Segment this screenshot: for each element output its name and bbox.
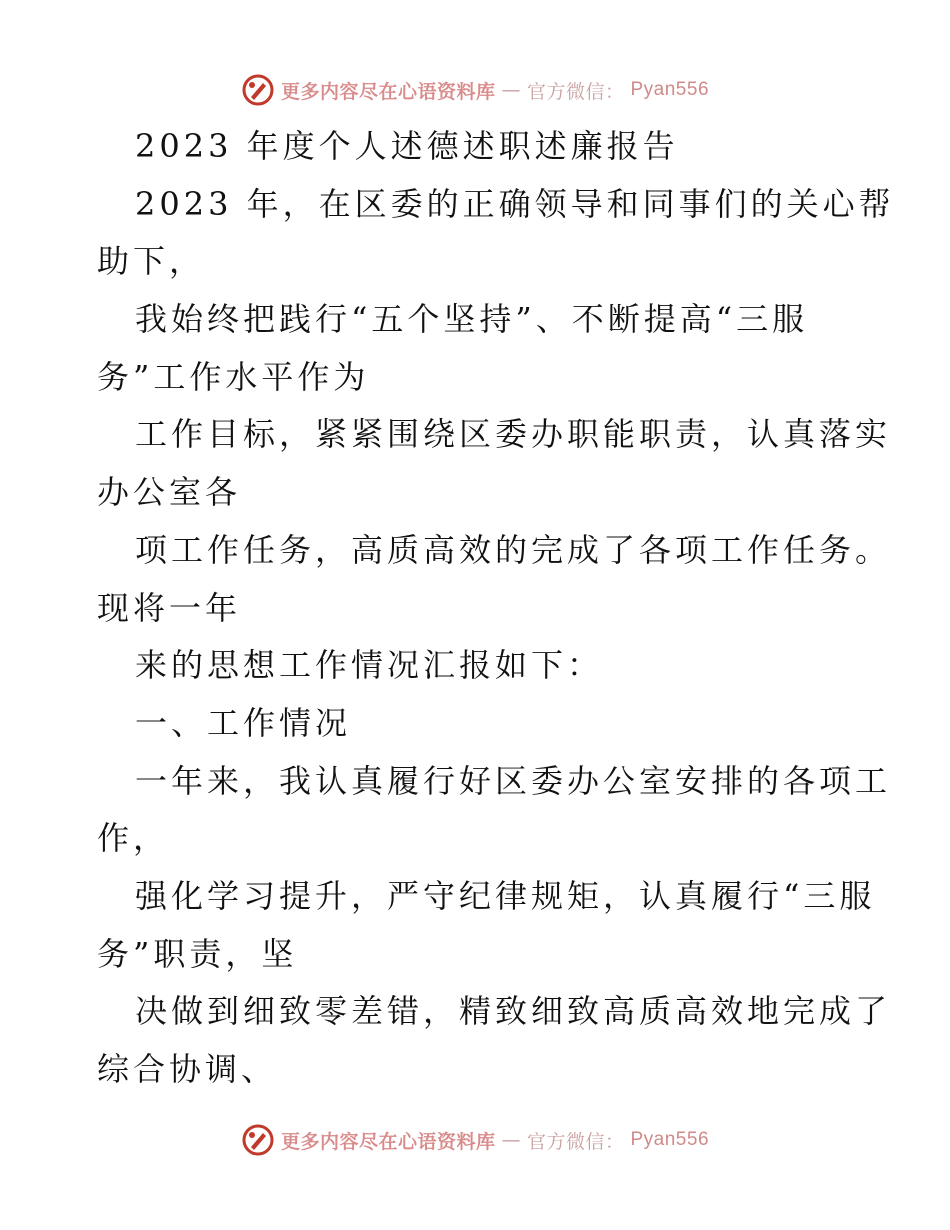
watermark-brand: 更多内容尽在心语资料库 bbox=[280, 80, 496, 103]
document-body bbox=[97, 118, 895, 1099]
paragraph-line: 项工作任务，高质高效的完成了各项工作任务。 bbox=[135, 530, 892, 569]
pen-seal-icon bbox=[241, 1123, 275, 1157]
header-watermark bbox=[0, 70, 950, 110]
watermark-separator: — bbox=[501, 1129, 521, 1151]
paragraph-line: 一年来，我认真履行好区委办公室安排的各项工 bbox=[135, 761, 892, 800]
paragraph-line: 务”职责，坚 bbox=[97, 934, 298, 973]
paragraph-line: 一、工作情况 bbox=[135, 703, 352, 742]
paragraph-line: 2023 年，在区委的正确领导和同事们的关心帮 bbox=[135, 184, 895, 223]
paragraph-line: 强化学习提升，严守纪律规矩，认真履行“三服 bbox=[135, 876, 876, 915]
paragraph-line: 决做到细致零差错，精致细致高质高效地完成了 bbox=[135, 992, 892, 1031]
watermark-separator: — bbox=[501, 79, 521, 101]
paragraph-line: 我始终把践行“五个坚持”、不断提高“三服 bbox=[135, 300, 809, 339]
paragraph-line: 工作目标，紧紧围绕区委办职能职责，认真落实 bbox=[135, 415, 892, 454]
watermark-official: 官方微信： bbox=[526, 1130, 625, 1153]
watermark-account: Pyan556 bbox=[630, 1129, 710, 1150]
watermark-account: Pyan556 bbox=[630, 79, 710, 100]
paragraph-line: 综合协调、 bbox=[97, 1050, 278, 1088]
pen-seal-icon bbox=[241, 73, 275, 107]
paragraph-line: 2023 年度个人述德述职述廉报告 bbox=[135, 127, 679, 165]
watermark-official: 官方微信： bbox=[526, 80, 625, 103]
paragraph-line: 办公室各 bbox=[97, 473, 242, 512]
paragraph-line: 助下， bbox=[97, 242, 206, 281]
paragraph-line: 来的思想工作情况汇报如下： bbox=[135, 646, 604, 685]
paragraph-line: 务”工作水平作为 bbox=[97, 357, 370, 396]
paragraph-line: 现将一年 bbox=[97, 588, 242, 627]
footer-watermark bbox=[0, 1120, 950, 1160]
watermark-brand: 更多内容尽在心语资料库 bbox=[280, 1130, 496, 1153]
paragraph-line: 作， bbox=[97, 819, 170, 858]
